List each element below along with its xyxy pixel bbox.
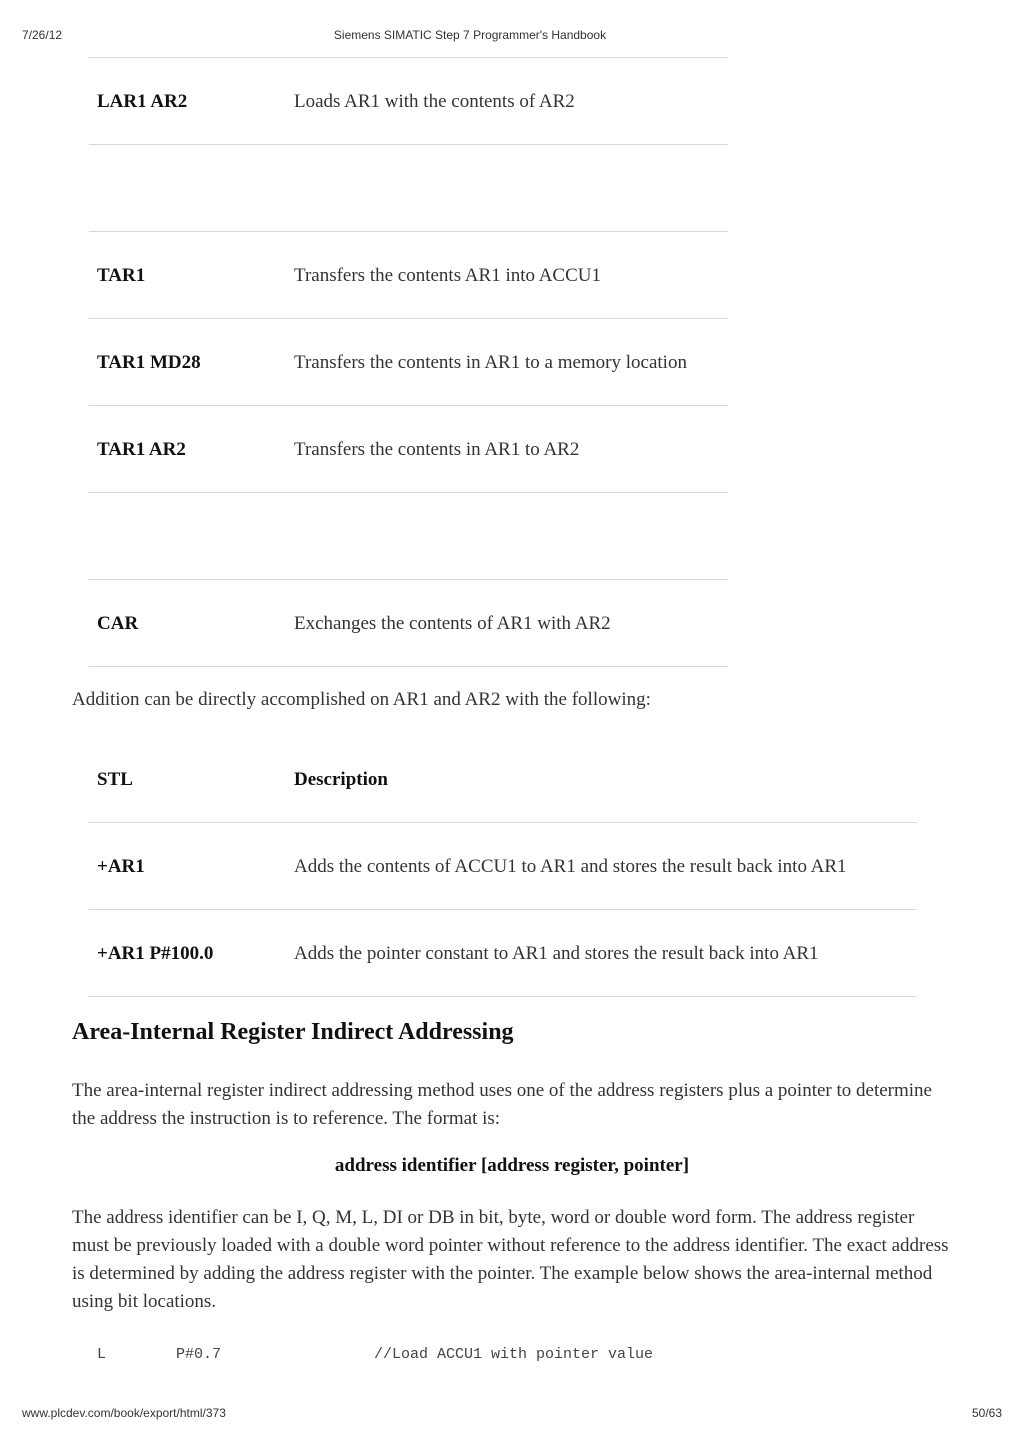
section-paragraph-intro: The area-internal register indirect addressing method uses one of the address registers plus a pointer to determine the address the instruction is to reference. The format is: xyxy=(72,1080,932,1129)
stl-cell: +AR1 xyxy=(97,856,145,877)
description-cell: Loads AR1 with the contents of AR2 xyxy=(294,91,575,112)
addition-table xyxy=(89,736,917,997)
print-header-title: Siemens SIMATIC Step 7 Programmer's Handbook xyxy=(333,28,607,42)
column-header-description: Description xyxy=(294,769,388,790)
addition-paragraph: Addition can be directly accomplished on AR1 and AR2 with the following: xyxy=(72,689,651,710)
stl-cell: TAR1 AR2 xyxy=(97,439,186,460)
format-line: address identifier [address register, pointer] xyxy=(334,1155,690,1176)
description-cell: Exchanges the contents of AR1 with AR2 xyxy=(294,613,611,634)
table-row xyxy=(89,823,917,910)
code-comment: //Load ACCU1 with pointer value xyxy=(374,1346,654,1363)
table-header-row xyxy=(89,736,917,823)
stl-cell: TAR1 xyxy=(97,265,146,286)
column-header-stl: STL xyxy=(97,769,133,790)
table-row xyxy=(89,319,728,406)
description-cell: Adds the contents of ACCU1 to AR1 and stores the result back into AR1 xyxy=(294,856,847,877)
table-row xyxy=(89,580,728,667)
table-row-empty xyxy=(89,145,728,232)
footer-url: www.plcdev.com/book/export/html/373 xyxy=(22,1406,226,1420)
print-date: 7/26/12 xyxy=(22,28,63,42)
code-operand: P#0.7 xyxy=(176,1346,222,1363)
stl-cell: TAR1 MD28 xyxy=(97,352,201,373)
table-row xyxy=(89,910,917,997)
description-cell: Transfers the contents in AR1 to a memory location xyxy=(294,352,687,373)
table-row xyxy=(89,57,728,145)
table-row xyxy=(89,406,728,493)
description-cell: Adds the pointer constant to AR1 and stores the result back into AR1 xyxy=(294,943,819,964)
address-register-table xyxy=(89,57,728,667)
description-cell: Transfers the contents AR1 into ACCU1 xyxy=(294,265,601,286)
code-operation: L xyxy=(97,1346,107,1363)
section-paragraph-identifier: The address identifier can be I, Q, M, L, DI or DB in bit, byte, word or double word form. The address register must be previously loaded with a double word pointer without reference to the address identifier. The exact address is determined by adding the address register with the pointer. The example below shows the area-internal method using bit locations. xyxy=(72,1207,949,1312)
description-cell: Transfers the contents in AR1 to AR2 xyxy=(294,439,580,460)
stl-cell: LAR1 AR2 xyxy=(97,91,188,112)
stl-cell: CAR xyxy=(97,613,139,634)
table-row-empty xyxy=(89,493,728,580)
table-row xyxy=(89,232,728,319)
footer-page-number: 50/63 xyxy=(971,1406,1002,1420)
section-heading: Area-Internal Register Indirect Addressing xyxy=(72,1019,514,1045)
stl-cell: +AR1 P#100.0 xyxy=(97,943,214,964)
